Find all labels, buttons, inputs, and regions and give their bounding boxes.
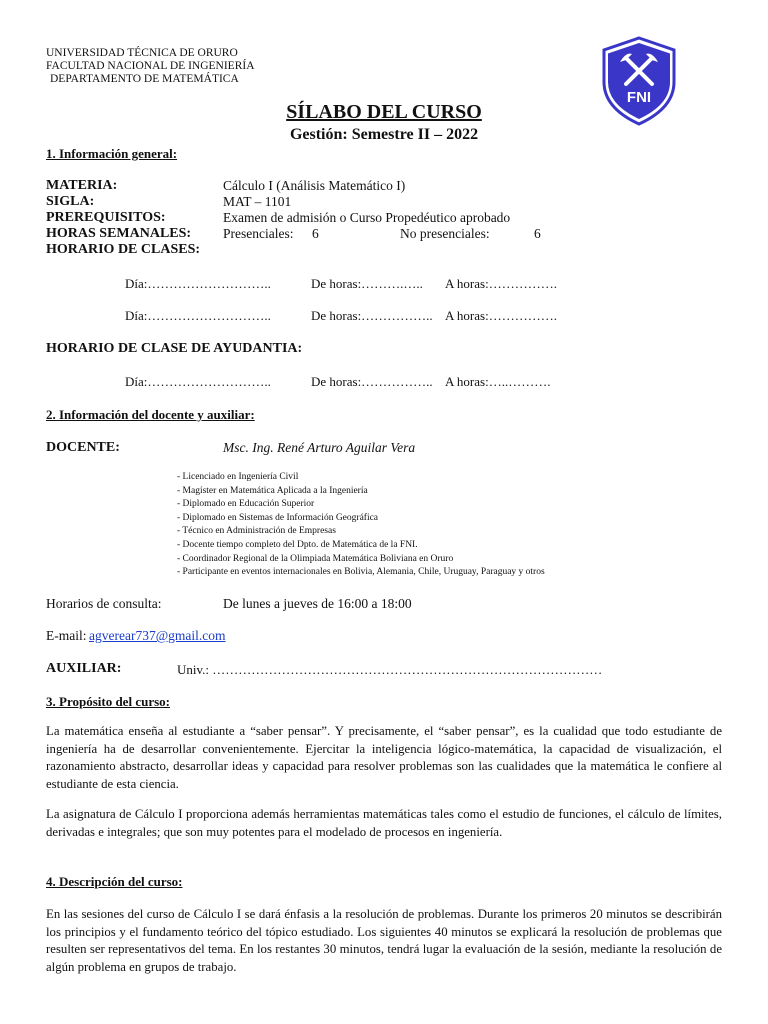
schedule-to-2: A horas:……………. <box>445 308 557 323</box>
proposito-paragraph-2: La asignatura de Cálculo I proporciona además herramientas matemáticas tales como el estudio de funciones, el cálculo de límites, derivadas e integrales; que son muy potentes para el modelado de procesos en ingeniería. <box>46 807 722 839</box>
docente-label: DOCENTE: <box>46 440 120 455</box>
no-presenciales-value: 6 <box>534 226 541 241</box>
schedule-from-2: De horas:…………….. <box>311 308 433 323</box>
materia-value: Cálculo I (Análisis Matemático I) <box>223 178 406 193</box>
consulta-label: Horarios de consulta: <box>46 596 162 611</box>
faculty-name: FACULTAD NACIONAL DE INGENIERÍA <box>46 60 255 72</box>
prereq-value: Examen de admisión o Curso Propedéutico aprobado <box>223 210 511 225</box>
email-link[interactable]: agverear737@gmail.com <box>89 628 226 643</box>
materia-label: MATERIA: <box>46 178 118 193</box>
horario-label: HORARIO DE CLASES: <box>46 242 201 257</box>
no-presenciales-label: No presenciales: <box>400 226 490 241</box>
presenciales-value: 6 <box>312 226 319 241</box>
credential-item: - Licenciado en Ingeniería Civil <box>177 472 299 482</box>
descripcion-paragraph-1: En las sesiones del curso de Cálculo I se dará énfasis a la resolución de problemas. Durante los primeros 20 minutos se describirán los principios y el fundamento teórico del tópico estudiado. Los siguientes 40 minutos se explicará la resolución de problemas que resulten ser representativos del tema. En los restantes 30 minutos, tendrá lugar la evaluación de la sesión, mediante la resolución de algún problema en grupos de trabajo. <box>46 907 722 974</box>
section-docente-heading: 2. Información del docente y auxiliar: <box>46 407 255 422</box>
credential-item: - Docente tiempo completo del Dpto. de Matemática de la FNI. <box>177 539 418 550</box>
docente-credentials <box>177 471 545 580</box>
credential-item: - Diplomado en Educación Superior <box>177 499 315 510</box>
ayudantia-to: A horas:…..………. <box>445 374 551 389</box>
prereq-label: PREREQUISITOS: <box>46 210 166 225</box>
auxiliar-value: Univ.: ……………………………………………………………………………… <box>177 662 603 677</box>
schedule-day-1: Día:……………………….. <box>125 276 271 291</box>
horas-label: HORAS SEMANALES: <box>46 226 192 241</box>
section-proposito-heading: 3. Propósito del curso: <box>46 694 170 709</box>
schedule-from-1: De horas:……….….. <box>311 276 423 291</box>
ayudantia-from: De horas:…………….. <box>311 374 433 389</box>
docente-name: Msc. Ing. René Arturo Aguilar Vera <box>223 440 416 455</box>
email-label: E-mail: <box>46 628 87 643</box>
department-name: DEPARTAMENTO DE MATEMÁTICA <box>50 73 239 85</box>
consulta-value: De lunes a jueves de 16:00 a 18:00 <box>223 596 412 611</box>
schedule-to-1: A horas:……………. <box>445 276 557 291</box>
credential-item: - Magíster en Matemática Aplicada a la Ingeniería <box>177 485 368 496</box>
schedule-day-2: Día:……………………….. <box>125 308 271 323</box>
section-descripcion-heading: 4. Descripción del curso: <box>46 874 183 889</box>
credential-item: - Técnico en Administración de Empresas <box>177 526 336 537</box>
logo-text: FNI <box>626 89 652 106</box>
credential-item: - Coordinador Regional de la Olimpiada Matemática Boliviana en Oruro <box>177 553 454 564</box>
proposito-paragraph-1: La matemática enseña al estudiante a “saber pensar”. Y precisamente, el “saber pensar”, es la cualidad que todo estudiante de ingeniería ha de desarrollar convenientemente. Ejercitar la inteligencia lógico-matemática, la capacidad de visualización, el razonamiento abstracto, desarrollar ideas y capacidad para resolver problemas son las cualidades que la matemática le confiere al estudiante de esta ciencia. <box>46 724 722 791</box>
sigla-value: MAT – 1101 <box>223 194 292 209</box>
ayudantia-label: HORARIO DE CLASE DE AYUDANTIA: <box>46 341 303 356</box>
credential-item: - Participante en eventos internacionales en Bolivia, Alemania, Chile, Uruguay, Paraguay y otros <box>177 567 545 578</box>
presenciales-label: Presenciales: <box>223 226 294 241</box>
ayudantia-day: Día:……………………….. <box>125 374 271 389</box>
university-name: UNIVERSIDAD TÉCNICA DE ORURO <box>46 47 238 59</box>
auxiliar-label: AUXILIAR: <box>46 661 122 676</box>
credential-item: - Diplomado en Sistemas de Información Geográfica <box>177 512 379 523</box>
page-subtitle: Gestión: Semestre II – 2022 <box>289 126 479 143</box>
sigla-label: SIGLA: <box>46 194 95 209</box>
section-general-heading: 1. Información general: <box>46 146 178 161</box>
page-title: SÍLABO DEL CURSO <box>286 101 482 123</box>
